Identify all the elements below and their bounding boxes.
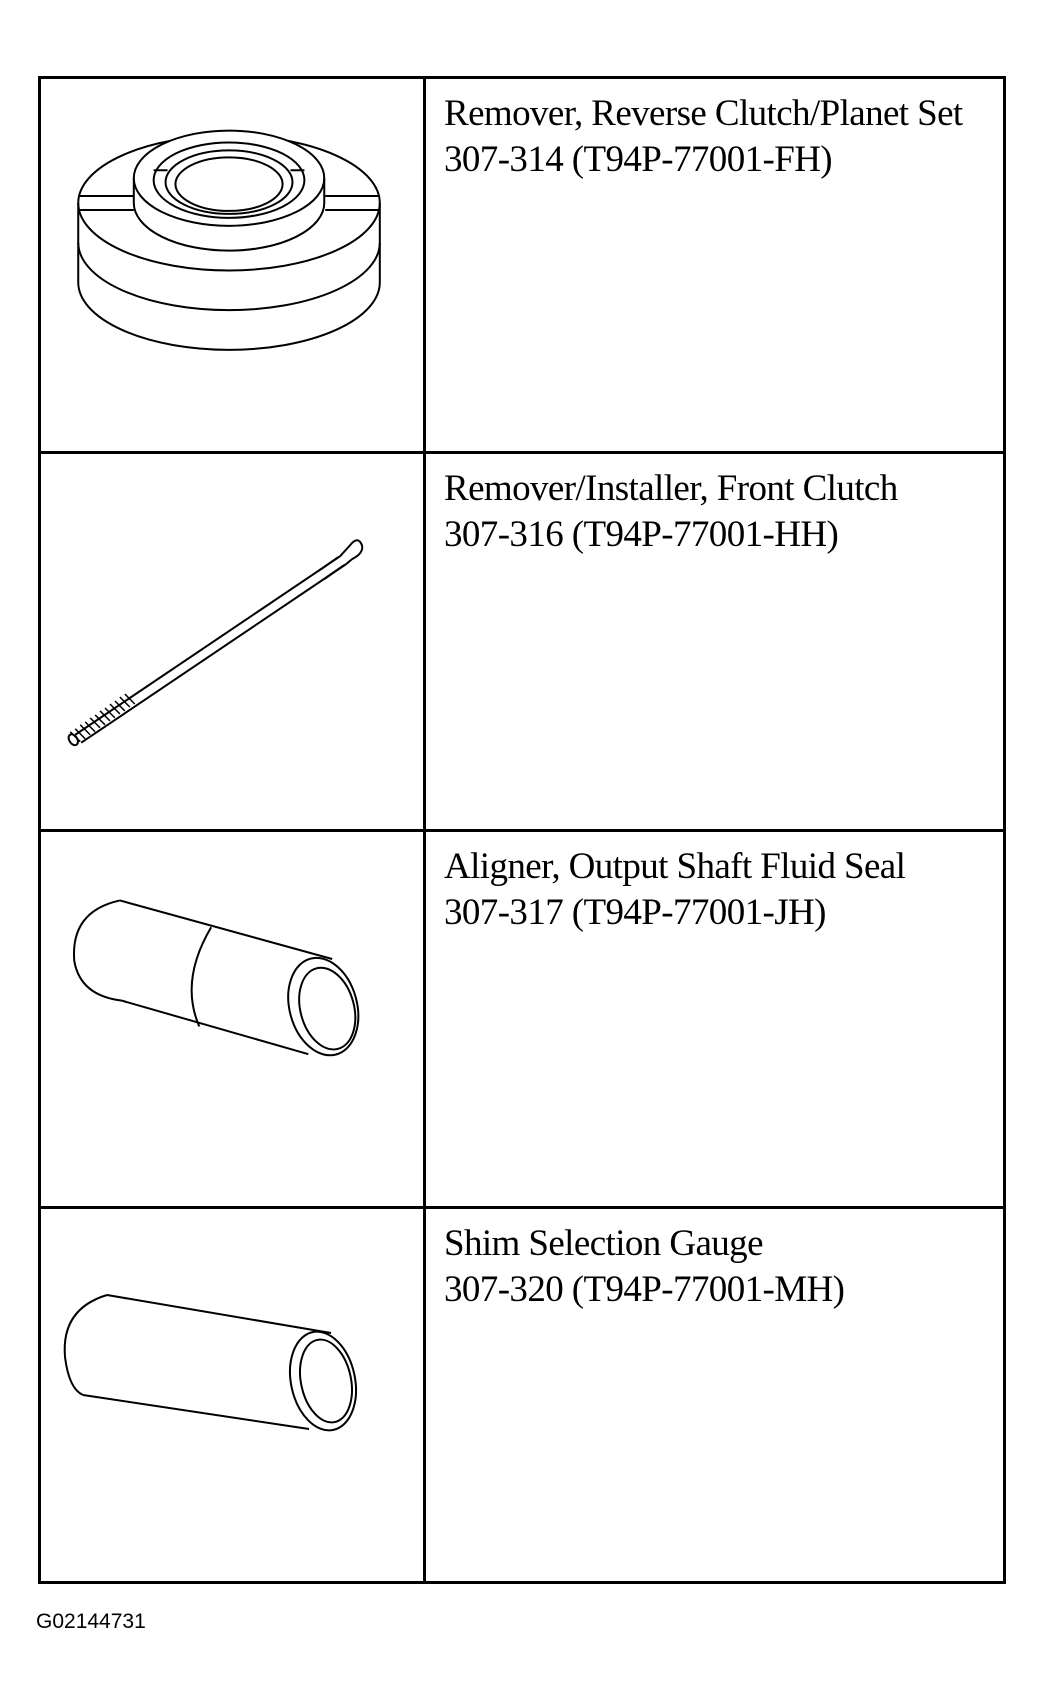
tool-description-cell	[426, 79, 1003, 451]
tool-image-cell	[41, 79, 426, 451]
tool-description-cell	[426, 1209, 1003, 1581]
figure-code: G02144731	[36, 1610, 146, 1633]
tool-part-number: 307-320 (T94P-77001-MH)	[444, 1269, 845, 1310]
tool-name: Aligner, Output Shaft Fluid Seal	[444, 846, 906, 887]
tool-row	[41, 1209, 1003, 1581]
tool-name: Remover/Installer, Front Clutch	[444, 468, 898, 509]
tool-part-number: 307-314 (T94P-77001-FH)	[444, 139, 833, 180]
threaded-rod-icon	[41, 454, 423, 829]
tool-part-number: 307-316 (T94P-77001-HH)	[444, 514, 839, 555]
special-tools-table	[38, 76, 1006, 1584]
tool-row	[41, 454, 1003, 832]
tool-image-cell	[41, 1209, 426, 1581]
tool-image-cell	[41, 454, 426, 829]
tool-name: Remover, Reverse Clutch/Planet Set	[444, 93, 963, 134]
tool-part-number: 307-317 (T94P-77001-JH)	[444, 892, 826, 933]
tool-row	[41, 832, 1003, 1209]
tool-image-cell	[41, 832, 426, 1206]
tool-row	[41, 79, 1003, 454]
stepped-cylinder-icon	[41, 832, 423, 1206]
ring-remover-icon	[41, 79, 423, 451]
tube-gauge-icon	[41, 1209, 423, 1581]
tool-name: Shim Selection Gauge	[444, 1223, 763, 1264]
tool-description-cell	[426, 832, 1003, 1206]
tool-description-cell	[426, 454, 1003, 829]
